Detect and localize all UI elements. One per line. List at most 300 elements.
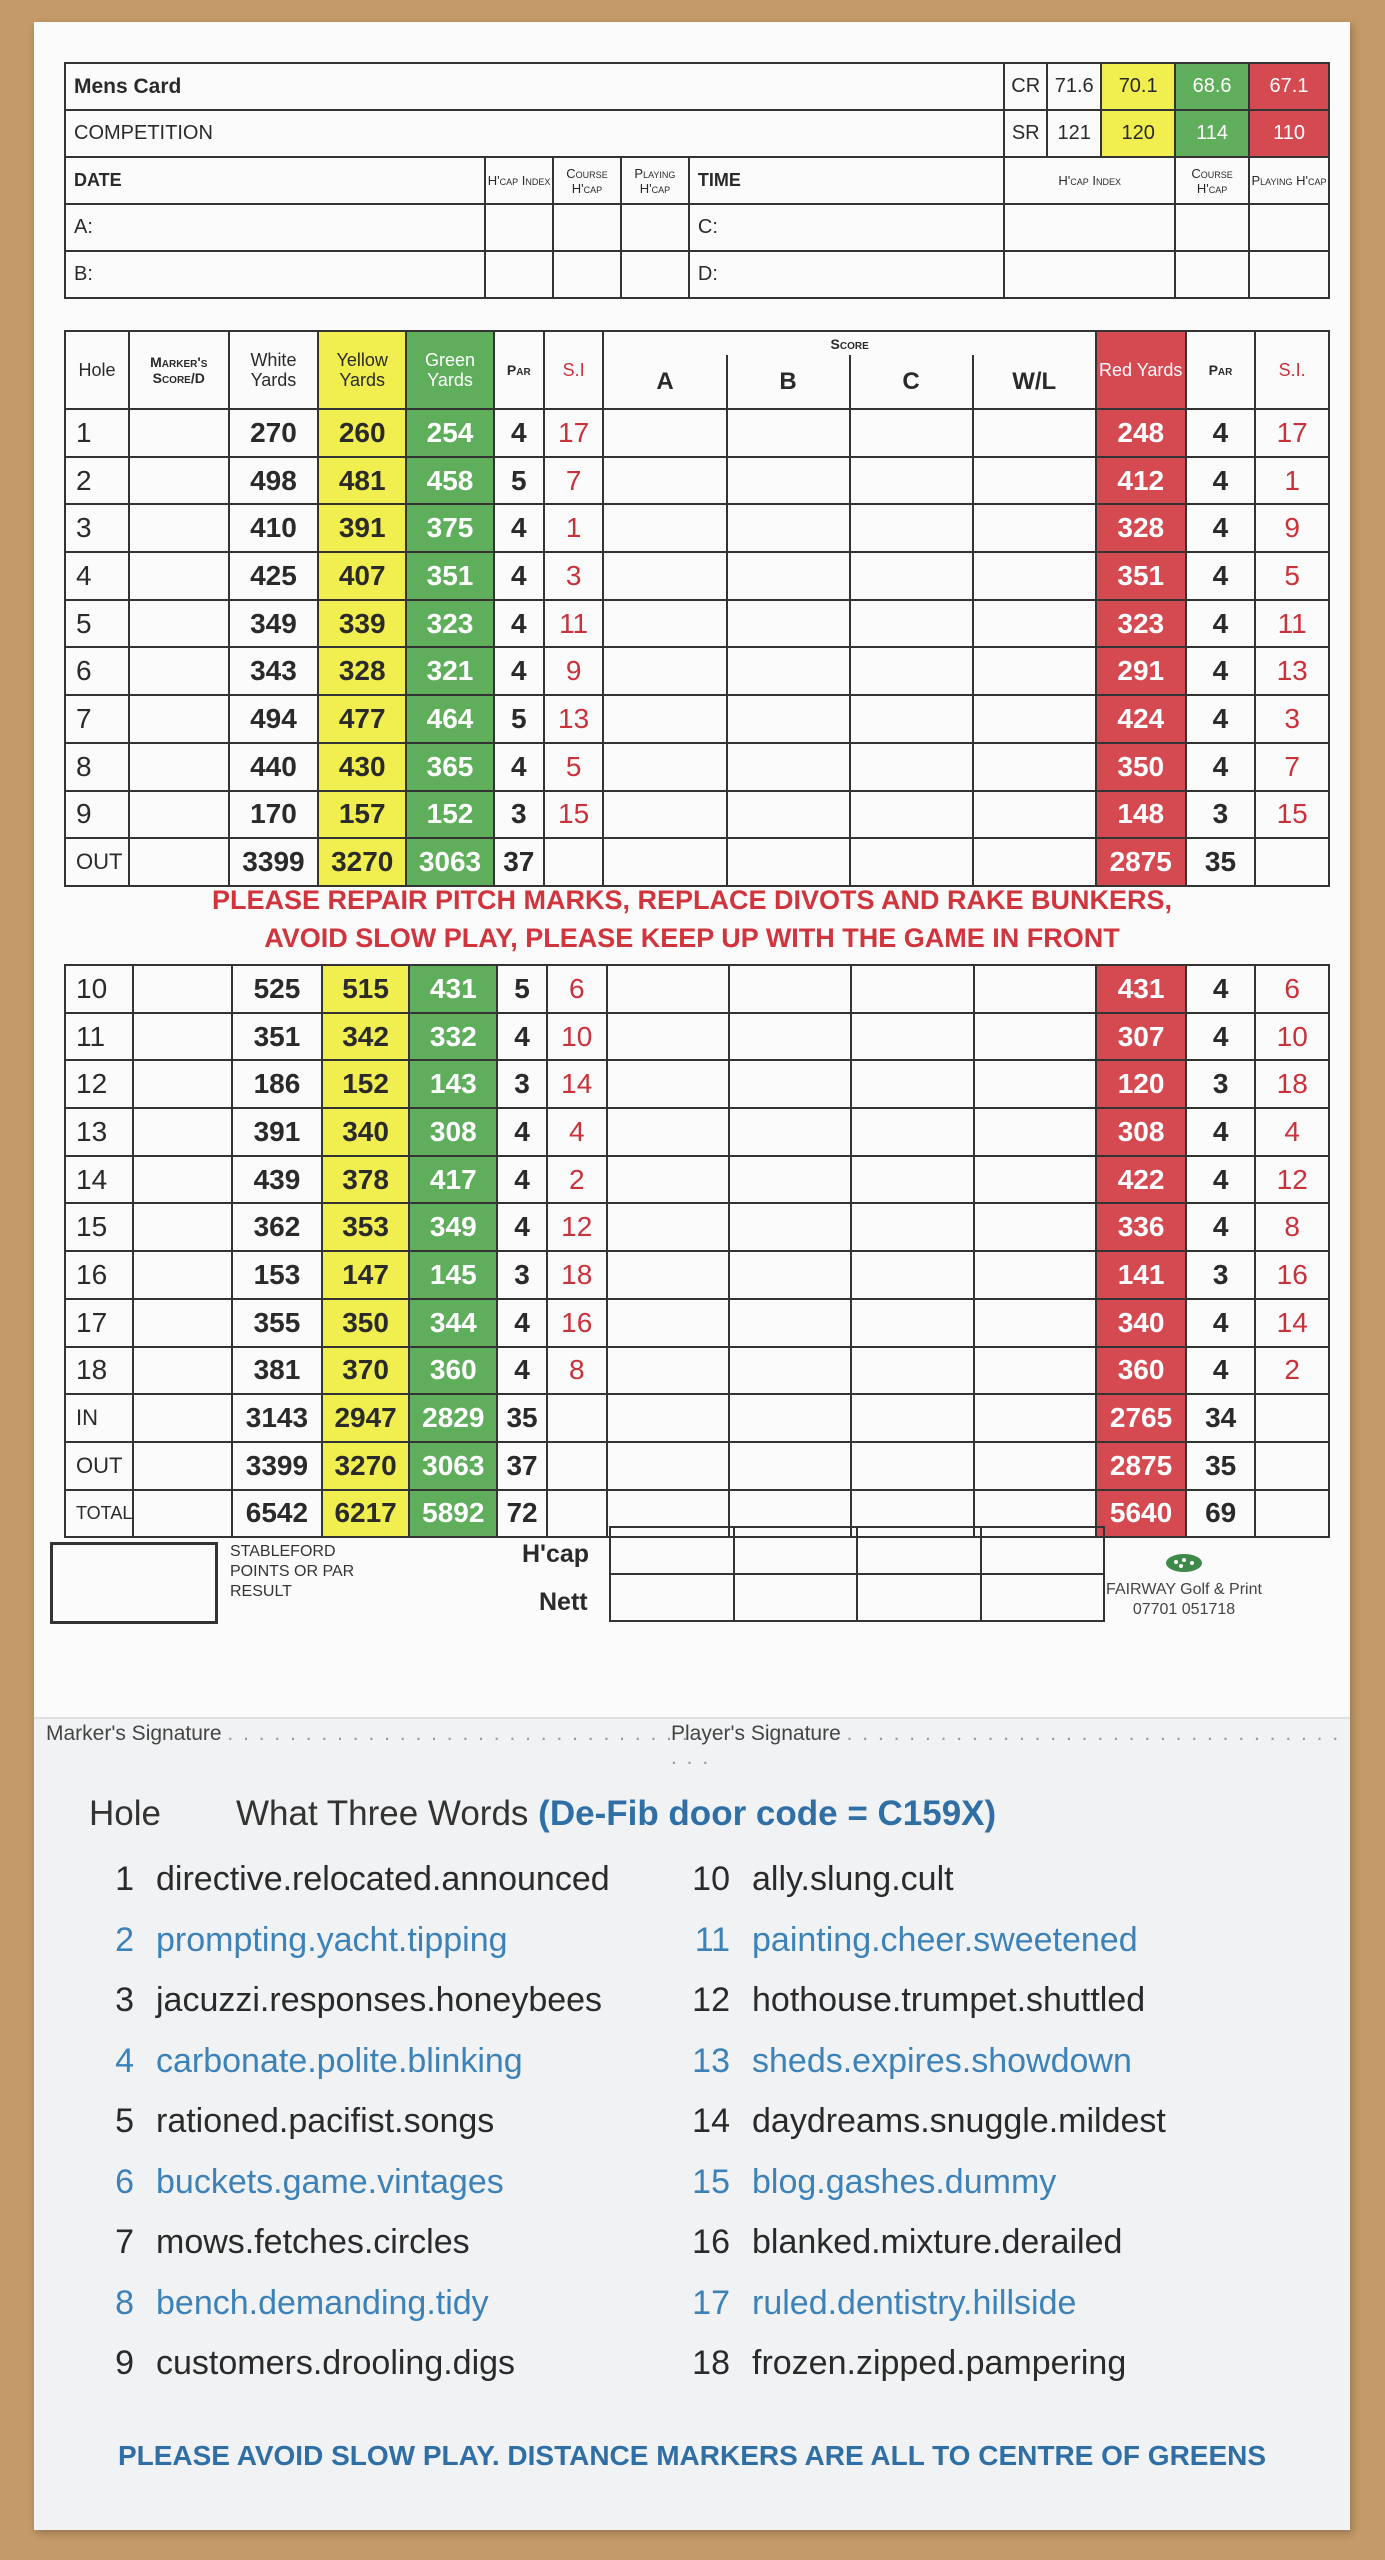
w3w-address[interactable]: jacuzzi.responses.honeybees <box>156 1981 603 2019</box>
red-yards: 412 <box>1096 457 1186 505</box>
score-b-cell[interactable] <box>727 552 850 600</box>
yellow-yards: 391 <box>318 504 406 552</box>
marker-score-cell[interactable] <box>129 743 229 791</box>
w3w-hole-9 <box>74 2344 515 2383</box>
total-score-c[interactable] <box>851 1394 973 1442</box>
w3w-address[interactable]: customers.drooling.digs <box>156 2344 516 2382</box>
w3w-address[interactable]: directive.relocated.announced <box>156 1860 610 1898</box>
red-stroke-index: 4 <box>1255 1108 1329 1156</box>
green-yards: 375 <box>406 504 494 552</box>
par-value: 3 <box>497 1251 547 1299</box>
white-yards: 391 <box>232 1108 322 1156</box>
hcap-c[interactable] <box>857 1527 981 1574</box>
score-c-cell[interactable] <box>851 1060 973 1108</box>
out-green: 3063 <box>406 838 494 886</box>
stroke-index: 5 <box>544 743 604 791</box>
score-b-cell[interactable] <box>727 504 850 552</box>
player-signature[interactable] <box>671 1722 1350 1770</box>
w3w-hole-number: 5 <box>115 2102 134 2140</box>
hole-number: 13 <box>65 1108 133 1156</box>
score-a-cell[interactable] <box>603 457 726 505</box>
player-d-field[interactable]: D: <box>689 251 1004 298</box>
player-c-field[interactable]: C: <box>689 204 1004 251</box>
total-score-b[interactable] <box>729 1394 851 1442</box>
out-red: 2875 <box>1096 838 1186 886</box>
stroke-index: 18 <box>547 1251 607 1299</box>
red-par-value: 4 <box>1186 1203 1256 1251</box>
red-stroke-index: 7 <box>1255 743 1329 791</box>
red-par-value: 4 <box>1186 743 1256 791</box>
red-par-value: 4 <box>1186 1347 1256 1395</box>
hole-row <box>65 695 1329 743</box>
nett-a[interactable] <box>610 1574 734 1621</box>
score-c-cell[interactable] <box>851 1299 973 1347</box>
stroke-index: 8 <box>547 1347 607 1395</box>
wl-cell[interactable] <box>974 1108 1096 1156</box>
nett-b[interactable] <box>734 1574 858 1621</box>
red-par-value: 4 <box>1186 504 1256 552</box>
hcap-nett-grid <box>609 1526 1105 1622</box>
red-stroke-index: 15 <box>1255 791 1329 839</box>
total-label: TOTAL <box>65 1490 133 1538</box>
marker-score-cell[interactable] <box>133 1299 232 1347</box>
score-c-cell[interactable] <box>851 1108 973 1156</box>
stroke-index: 3 <box>544 552 604 600</box>
col-player-a: A <box>603 355 726 409</box>
score-b-cell[interactable] <box>727 647 850 695</box>
score-c-cell[interactable] <box>850 600 973 648</box>
stroke-index: 11 <box>544 600 604 648</box>
marker-score-cell[interactable] <box>129 552 229 600</box>
hole-row <box>65 1203 1329 1251</box>
total-par: 35 <box>497 1394 547 1442</box>
total-green: 5892 <box>409 1490 497 1538</box>
w3w-address[interactable]: mows.fetches.circles <box>156 2223 470 2261</box>
w3w-address[interactable]: ruled.dentistry.hillside <box>752 2283 1077 2322</box>
red-par-value: 4 <box>1186 1013 1256 1061</box>
wl-cell[interactable] <box>974 965 1096 1013</box>
marker-score-cell[interactable] <box>133 1108 232 1156</box>
hole-row <box>65 743 1329 791</box>
score-c-cell[interactable] <box>851 1156 973 1204</box>
score-b-cell[interactable] <box>729 1013 851 1061</box>
par-value: 4 <box>497 1347 547 1395</box>
par-value: 5 <box>494 457 544 505</box>
marker-score-cell[interactable] <box>129 695 229 743</box>
total-label: OUT <box>65 1442 133 1490</box>
marker-score-cell[interactable] <box>129 504 229 552</box>
w3w-hole-number: 12 <box>692 1981 730 2019</box>
w3w-hole-number: 7 <box>115 2223 134 2261</box>
w3w-hole-12 <box>670 1981 1145 2020</box>
golf-ball-logo-icon <box>1164 1552 1204 1574</box>
wl-cell[interactable] <box>973 600 1096 648</box>
nett-c[interactable] <box>857 1574 981 1621</box>
wl-cell[interactable] <box>973 457 1096 505</box>
score-c-cell[interactable] <box>851 1203 973 1251</box>
red-yards: 323 <box>1096 600 1186 648</box>
hole-row <box>65 1299 1329 1347</box>
score-a-cell[interactable] <box>603 647 726 695</box>
score-a-cell[interactable] <box>603 695 726 743</box>
w3w-address[interactable]: prompting.yacht.tipping <box>156 1920 508 1959</box>
hole-number: 18 <box>65 1347 133 1395</box>
score-b-cell[interactable] <box>729 1156 851 1204</box>
player-c-playing-hcap[interactable] <box>1249 204 1329 251</box>
out-par: 37 <box>494 838 544 886</box>
score-a-cell[interactable] <box>607 965 729 1013</box>
wl-cell[interactable] <box>973 647 1096 695</box>
player-signature-label: Player's Signature <box>671 1722 841 1745</box>
total-green: 2829 <box>409 1394 497 1442</box>
front-nine-table <box>64 330 1330 887</box>
wl-cell[interactable] <box>973 743 1096 791</box>
player-b-field[interactable]: B: <box>65 251 485 298</box>
hcap-index-head-2: H'cap Index <box>1004 157 1175 204</box>
yellow-yards: 350 <box>322 1299 410 1347</box>
marker-total-cell[interactable] <box>133 1394 232 1442</box>
w3w-address[interactable]: daydreams.snuggle.mildest <box>752 2102 1166 2140</box>
col-wl: W/L <box>973 355 1096 409</box>
hole-number: 11 <box>65 1013 133 1061</box>
par-value: 5 <box>494 695 544 743</box>
col-white-yards: White Yards <box>229 331 319 409</box>
score-c-cell[interactable] <box>850 695 973 743</box>
red-stroke-index: 1 <box>1255 457 1329 505</box>
player-b-hcap-index[interactable] <box>485 251 553 298</box>
red-yards: 328 <box>1096 504 1186 552</box>
total-wl[interactable] <box>974 1442 1096 1490</box>
w3w-hole-13 <box>670 2042 1132 2081</box>
sr-green: 114 <box>1175 110 1249 157</box>
w3w-address[interactable]: blog.gashes.dummy <box>752 2162 1057 2201</box>
white-yards: 381 <box>232 1347 322 1395</box>
player-a-course-hcap[interactable] <box>553 204 621 251</box>
marker-score-cell[interactable] <box>133 1203 232 1251</box>
red-yards: 340 <box>1096 1299 1186 1347</box>
stroke-index: 13 <box>544 695 604 743</box>
marker-score-cell[interactable] <box>129 409 229 457</box>
par-value: 4 <box>497 1299 547 1347</box>
score-c-cell[interactable] <box>850 409 973 457</box>
wl-cell[interactable] <box>974 1347 1096 1395</box>
wl-cell[interactable] <box>974 1203 1096 1251</box>
score-a-cell[interactable] <box>603 743 726 791</box>
red-yards: 307 <box>1096 1013 1186 1061</box>
total-score-a[interactable] <box>607 1442 729 1490</box>
score-c-cell[interactable] <box>850 743 973 791</box>
score-a-cell[interactable] <box>607 1108 729 1156</box>
score-c-cell[interactable] <box>850 647 973 695</box>
wl-cell[interactable] <box>974 1013 1096 1061</box>
score-c-cell[interactable] <box>850 457 973 505</box>
w3w-address[interactable]: bench.demanding.tidy <box>156 2283 489 2322</box>
score-a-cell[interactable] <box>607 1251 729 1299</box>
marker-total-cell[interactable] <box>133 1442 232 1490</box>
printer-phone: 07701 051718 <box>1132 1601 1236 1618</box>
card-title: Mens Card <box>65 63 1004 110</box>
score-c-cell[interactable] <box>850 504 973 552</box>
total-si-blank <box>547 1490 607 1538</box>
competition-field[interactable]: COMPETITION <box>65 110 1004 157</box>
col-green-yards: Green Yards <box>406 331 494 409</box>
w3w-address[interactable]: carbonate.polite.blinking <box>156 2041 523 2080</box>
w3w-address[interactable]: sheds.expires.showdown <box>752 2041 1132 2080</box>
w3w-hole-number: 4 <box>115 2041 134 2080</box>
score-a-cell[interactable] <box>607 1299 729 1347</box>
stroke-index: 2 <box>547 1156 607 1204</box>
total-white: 3399 <box>232 1442 322 1490</box>
w3w-hole-7 <box>74 2223 470 2262</box>
wl-cell[interactable] <box>973 695 1096 743</box>
time-label: TIME <box>689 157 1004 204</box>
stableford-box[interactable] <box>50 1542 218 1624</box>
hcap-b[interactable] <box>734 1527 858 1574</box>
score-b-cell[interactable] <box>727 457 850 505</box>
player-a-hcap-index[interactable] <box>485 204 553 251</box>
red-stroke-index: 17 <box>1255 409 1329 457</box>
hole-row <box>65 647 1329 695</box>
hole-number: 8 <box>65 743 129 791</box>
marker-signature[interactable] <box>46 1722 721 1746</box>
yellow-yards: 370 <box>322 1347 410 1395</box>
score-b-cell[interactable] <box>729 965 851 1013</box>
playing-hcap-head: Playing H'cap <box>621 157 689 204</box>
player-b-playing-hcap[interactable] <box>621 251 689 298</box>
player-c-hcap-index[interactable] <box>1004 204 1175 251</box>
hcap-a[interactable] <box>610 1527 734 1574</box>
red-yards: 308 <box>1096 1108 1186 1156</box>
score-c-cell[interactable] <box>851 965 973 1013</box>
w3w-hole-number: 11 <box>694 1920 730 1959</box>
hole-number: 2 <box>65 457 129 505</box>
score-b-cell[interactable] <box>729 1108 851 1156</box>
player-d-course-hcap[interactable] <box>1175 251 1249 298</box>
sr-red: 110 <box>1249 110 1329 157</box>
yellow-yards: 477 <box>318 695 406 743</box>
red-par-value: 4 <box>1186 1156 1256 1204</box>
w3w-hole-number: 13 <box>692 2041 730 2080</box>
yellow-yards: 353 <box>322 1203 410 1251</box>
w3w-address[interactable]: buckets.game.vintages <box>156 2162 504 2201</box>
marker-out[interactable] <box>129 838 229 886</box>
yellow-yards: 481 <box>318 457 406 505</box>
red-par-value: 4 <box>1186 457 1256 505</box>
green-yards: 417 <box>409 1156 497 1204</box>
white-yards: 498 <box>229 457 319 505</box>
hcap-wl[interactable] <box>981 1527 1105 1574</box>
w3w-hole-number: 15 <box>692 2162 730 2201</box>
score-a-cell[interactable] <box>603 552 726 600</box>
marker-score-cell[interactable] <box>129 647 229 695</box>
white-yards: 343 <box>229 647 319 695</box>
white-yards: 439 <box>232 1156 322 1204</box>
player-d-hcap-index[interactable] <box>1004 251 1175 298</box>
w3w-address[interactable]: blanked.mixture.derailed <box>752 2223 1123 2261</box>
col-player-b: B <box>727 355 850 409</box>
wl-cell[interactable] <box>973 552 1096 600</box>
white-yards: 170 <box>229 791 319 839</box>
par-value: 4 <box>494 409 544 457</box>
score-b-cell[interactable] <box>729 1347 851 1395</box>
stroke-index: 10 <box>547 1013 607 1061</box>
red-yards: 351 <box>1096 552 1186 600</box>
score-a-cell[interactable] <box>603 409 726 457</box>
total-si-blank <box>547 1394 607 1442</box>
out-score-b[interactable] <box>727 838 850 886</box>
total-row <box>65 1442 1329 1490</box>
player-b-course-hcap[interactable] <box>553 251 621 298</box>
total-score-c[interactable] <box>851 1442 973 1490</box>
score-a-cell[interactable] <box>603 791 726 839</box>
yellow-yards: 407 <box>318 552 406 600</box>
hole-number: 5 <box>65 600 129 648</box>
marker-score-cell[interactable] <box>129 600 229 648</box>
out-wl[interactable] <box>973 838 1096 886</box>
total-white: 6542 <box>232 1490 322 1538</box>
score-a-cell[interactable] <box>607 1060 729 1108</box>
stroke-index: 12 <box>547 1203 607 1251</box>
hole-row <box>65 552 1329 600</box>
w3w-hole-14 <box>670 2102 1166 2141</box>
player-c-course-hcap[interactable] <box>1175 204 1249 251</box>
score-c-cell[interactable] <box>851 1013 973 1061</box>
w3w-address[interactable]: ally.slung.cult <box>752 1860 954 1898</box>
score-c-cell[interactable] <box>850 791 973 839</box>
wl-cell[interactable] <box>973 504 1096 552</box>
score-a-cell[interactable] <box>603 600 726 648</box>
hcap-index-head: H'cap Index <box>485 157 553 204</box>
par-value: 4 <box>494 647 544 695</box>
par-value: 3 <box>494 791 544 839</box>
yellow-yards: 339 <box>318 600 406 648</box>
marker-total-cell[interactable] <box>133 1490 232 1538</box>
score-b-cell[interactable] <box>729 1299 851 1347</box>
white-yards: 410 <box>229 504 319 552</box>
out-si-blank <box>544 838 604 886</box>
w3w-hole-8 <box>74 2284 489 2323</box>
par-value: 4 <box>497 1203 547 1251</box>
player-a-field[interactable]: A: <box>65 204 485 251</box>
cr-green: 68.6 <box>1175 63 1249 110</box>
notice-line-2: AVOID SLOW PLAY, PLEASE KEEP UP WITH THE GAME IN FRONT <box>264 923 1120 953</box>
marker-score-cell[interactable] <box>133 1347 232 1395</box>
nett-wl[interactable] <box>981 1574 1105 1621</box>
white-yards: 494 <box>229 695 319 743</box>
w3w-address[interactable]: painting.cheer.sweetened <box>752 1920 1138 1959</box>
score-b-cell[interactable] <box>729 1203 851 1251</box>
wl-cell[interactable] <box>974 1299 1096 1347</box>
hcap-label: H'cap <box>522 1540 590 1568</box>
marker-score-cell[interactable] <box>129 791 229 839</box>
col-par: Par <box>494 331 544 409</box>
yellow-yards: 515 <box>322 965 410 1013</box>
score-a-cell[interactable] <box>607 1203 729 1251</box>
red-stroke-index: 8 <box>1255 1203 1329 1251</box>
yellow-yards: 430 <box>318 743 406 791</box>
par-value: 4 <box>494 743 544 791</box>
score-b-cell[interactable] <box>727 695 850 743</box>
marker-score-cell[interactable] <box>133 1013 232 1061</box>
score-b-cell[interactable] <box>727 600 850 648</box>
total-row <box>65 1394 1329 1442</box>
score-b-cell[interactable] <box>727 743 850 791</box>
w3w-title <box>236 1794 996 1834</box>
red-stroke-index: 3 <box>1255 695 1329 743</box>
total-score-b[interactable] <box>729 1442 851 1490</box>
total-yellow: 2947 <box>322 1394 410 1442</box>
wl-cell[interactable] <box>974 1060 1096 1108</box>
white-yards: 525 <box>232 965 322 1013</box>
red-stroke-index: 16 <box>1255 1251 1329 1299</box>
hole-row <box>65 1013 1329 1061</box>
header-table <box>64 62 1330 299</box>
wl-cell[interactable] <box>974 1251 1096 1299</box>
red-yards: 422 <box>1096 1156 1186 1204</box>
total-red-si-blank <box>1255 1490 1329 1538</box>
red-yards: 248 <box>1096 409 1186 457</box>
cr-yellow: 70.1 <box>1101 63 1175 110</box>
yellow-yards: 378 <box>322 1156 410 1204</box>
marker-score-cell[interactable] <box>129 457 229 505</box>
red-stroke-index: 9 <box>1255 504 1329 552</box>
score-b-cell[interactable] <box>729 1251 851 1299</box>
red-par-value: 3 <box>1186 791 1256 839</box>
wl-cell[interactable] <box>973 791 1096 839</box>
red-par-value: 4 <box>1186 409 1256 457</box>
red-yards: 360 <box>1096 1347 1186 1395</box>
wl-cell[interactable] <box>973 409 1096 457</box>
green-yards: 464 <box>406 695 494 743</box>
score-b-cell[interactable] <box>727 791 850 839</box>
marker-score-cell[interactable] <box>133 1251 232 1299</box>
score-a-cell[interactable] <box>603 504 726 552</box>
player-d-playing-hcap[interactable] <box>1249 251 1329 298</box>
stroke-index: 15 <box>544 791 604 839</box>
w3w-address[interactable]: hothouse.trumpet.shuttled <box>752 1981 1146 2019</box>
score-a-cell[interactable] <box>607 1013 729 1061</box>
score-b-cell[interactable] <box>729 1060 851 1108</box>
out-score-a[interactable] <box>603 838 726 886</box>
score-c-cell[interactable] <box>850 552 973 600</box>
total-red-par: 69 <box>1186 1490 1256 1538</box>
marker-score-cell[interactable] <box>133 1060 232 1108</box>
player-signature-dots: . . . . . . . . . . . . . . . . . . . . . . . . . . . . . . . . . . . <box>671 1722 1341 1769</box>
score-c-cell[interactable] <box>851 1347 973 1395</box>
out-score-c[interactable] <box>850 838 973 886</box>
total-wl[interactable] <box>974 1394 1096 1442</box>
score-a-cell[interactable] <box>607 1156 729 1204</box>
total-score-a[interactable] <box>607 1394 729 1442</box>
red-par-value: 4 <box>1186 647 1256 695</box>
w3w-hole-3 <box>74 1981 602 2020</box>
score-a-cell[interactable] <box>607 1347 729 1395</box>
w3w-address[interactable]: frozen.zipped.pampering <box>752 2344 1127 2382</box>
par-value: 4 <box>497 1108 547 1156</box>
marker-signature-label: Marker's Signature <box>46 1722 222 1745</box>
yellow-yards: 260 <box>318 409 406 457</box>
score-b-cell[interactable] <box>727 409 850 457</box>
wl-cell[interactable] <box>974 1156 1096 1204</box>
player-a-playing-hcap[interactable] <box>621 204 689 251</box>
total-white: 3143 <box>232 1394 322 1442</box>
w3w-address[interactable]: rationed.pacifist.songs <box>156 2102 495 2140</box>
marker-score-cell[interactable] <box>133 965 232 1013</box>
score-c-cell[interactable] <box>851 1251 973 1299</box>
w3w-hole-number: 9 <box>115 2344 134 2382</box>
marker-score-cell[interactable] <box>133 1156 232 1204</box>
total-par: 72 <box>497 1490 547 1538</box>
